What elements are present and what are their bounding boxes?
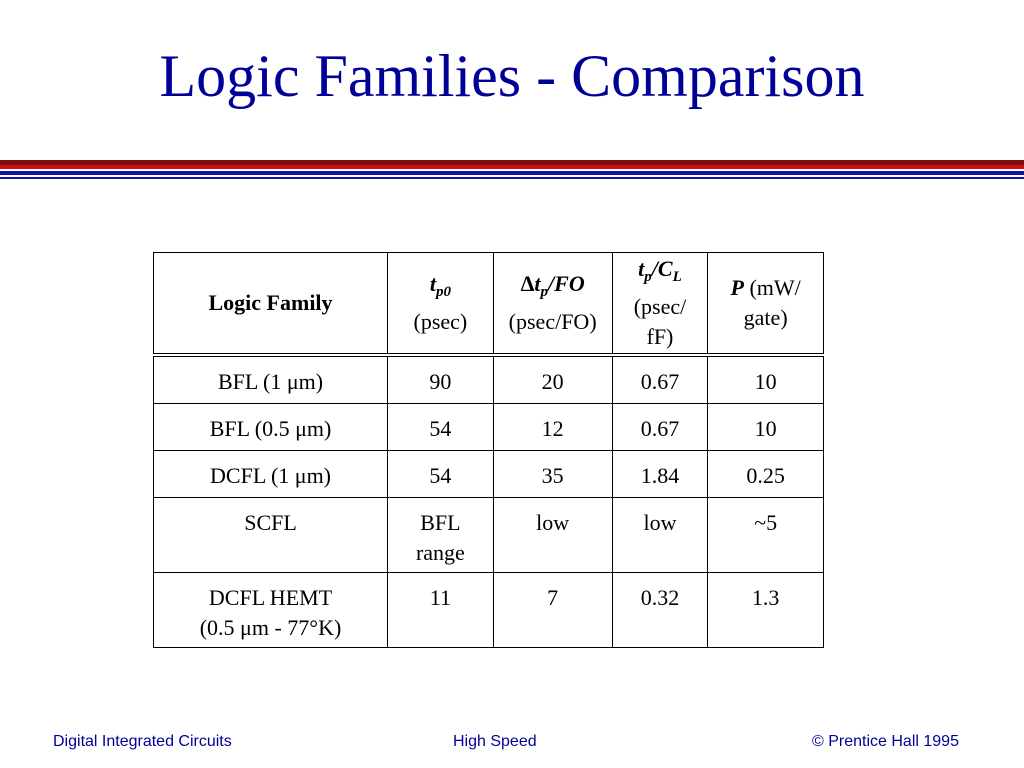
cell-power: ~5	[708, 498, 824, 573]
cell-power: 0.25	[708, 451, 824, 498]
divider-thin-blue	[0, 177, 1024, 179]
cell-dtp: 35	[493, 451, 612, 498]
header-logic-family: Logic Family	[154, 253, 388, 356]
cell-family: DCFL HEMT (0.5 μm - 77°K)	[154, 573, 388, 648]
divider-blue	[0, 171, 1024, 175]
table-row	[154, 498, 824, 573]
cell-power: 10	[708, 355, 824, 404]
cell-dtp: 20	[493, 355, 612, 404]
cell-tp0: 90	[388, 355, 494, 404]
cell-family: DCFL (1 μm)	[154, 451, 388, 498]
cell-tp0: 11	[388, 573, 494, 648]
cell-dtp: 7	[493, 573, 612, 648]
table-row	[154, 573, 824, 648]
cell-tpcl: 1.84	[612, 451, 708, 498]
cell-family: BFL (1 μm)	[154, 355, 388, 404]
slide-title: Logic Families - Comparison	[159, 43, 865, 109]
cell-tpcl: low	[612, 498, 708, 573]
cell-tp0: BFL range	[388, 498, 494, 573]
table-row	[154, 404, 824, 451]
cell-tpcl: 0.67	[612, 355, 708, 404]
header-tp0: $t_{p0}$ (psec)	[388, 253, 494, 356]
header-tp-cl: $t_p/C_L$ (psec/ fF)	[612, 253, 708, 356]
cell-dtp: low	[493, 498, 612, 573]
cell-family: BFL (0.5 μm)	[154, 404, 388, 451]
cell-tpcl: 0.67	[612, 404, 708, 451]
cell-family: SCFL	[154, 498, 388, 573]
cell-tpcl: 0.32	[612, 573, 708, 648]
cell-tp0: 54	[388, 404, 494, 451]
cell-power: 10	[708, 404, 824, 451]
cell-dtp: 12	[493, 404, 612, 451]
comparison-table	[153, 252, 824, 648]
cell-tp0: 54	[388, 451, 494, 498]
table-row	[154, 355, 824, 404]
table-row	[154, 451, 824, 498]
footer-course-title: Digital Integrated Circuits	[53, 733, 232, 750]
cell-power: 1.3	[708, 573, 824, 648]
footer-section-title: High Speed	[453, 733, 537, 750]
header-power: P (mW/ gate)	[708, 253, 824, 356]
footer-copyright: © Prentice Hall 1995	[812, 733, 959, 750]
header-delta-tp-fo: $\Delta t_p/FO$ (psec/FO)	[493, 253, 612, 356]
table-header-row	[154, 253, 824, 356]
